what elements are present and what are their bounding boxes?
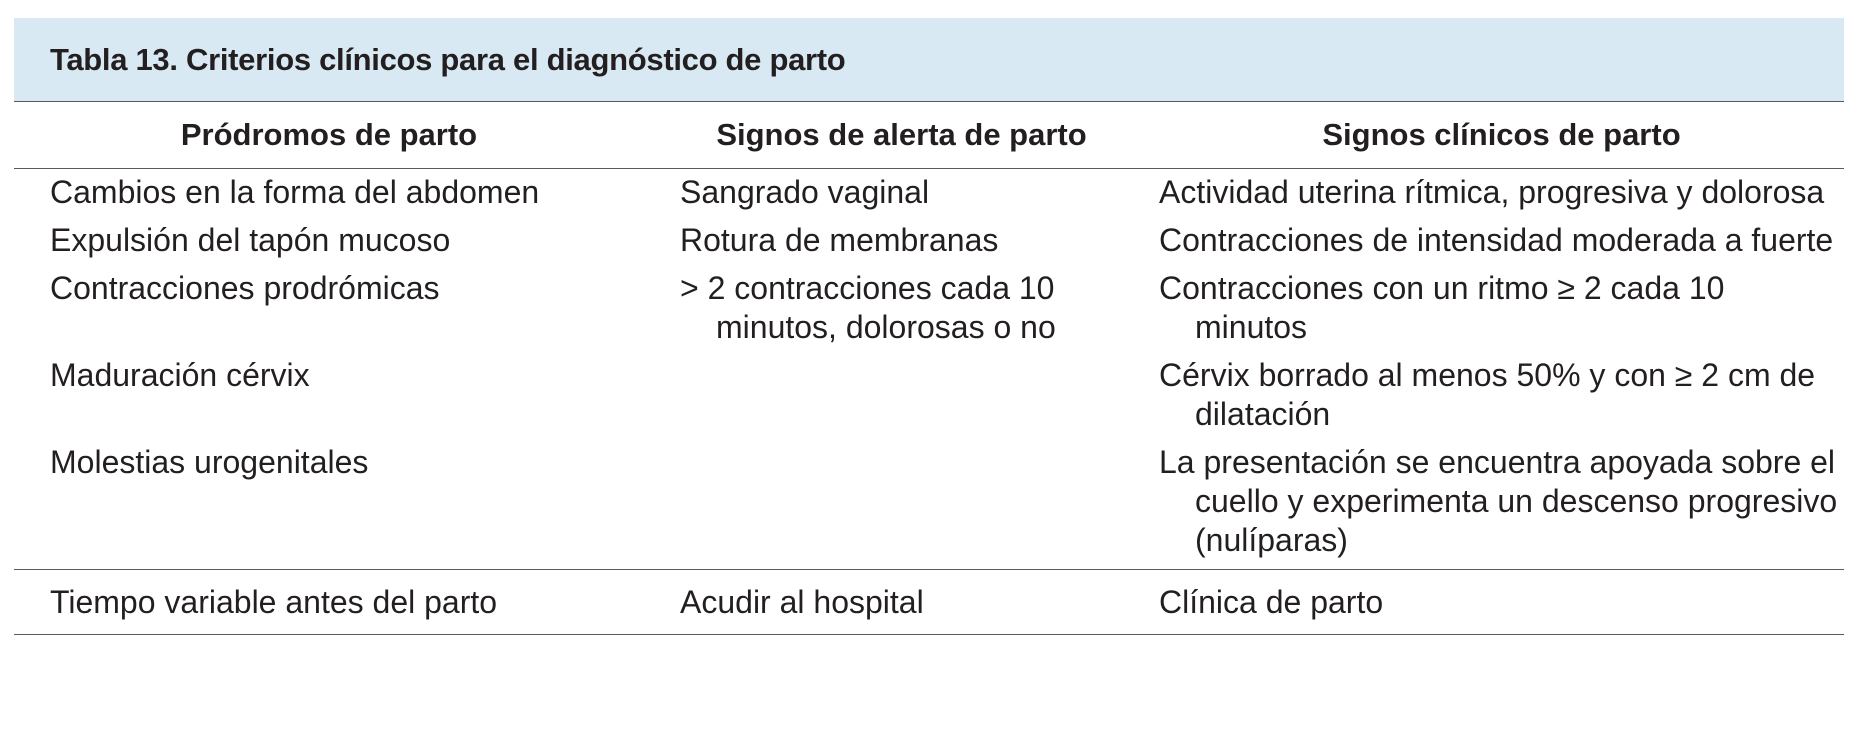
footer-cell: Acudir al hospital xyxy=(680,583,924,620)
table-header-row xyxy=(14,102,1844,168)
table-cell: Molestias urogenitales xyxy=(50,444,369,480)
column-header-prodromos: Pródromos de parto xyxy=(180,117,478,152)
column-header-signos-alerta: Signos de alerta de parto xyxy=(716,117,1087,152)
table-cell: Rotura de membranas xyxy=(680,222,999,258)
table-cell: Sangrado vaginal xyxy=(680,174,930,210)
table-row xyxy=(14,356,1844,434)
table-cell: Contracciones con un ritmo ≥ 2 cada 10 minutos xyxy=(1159,270,1725,345)
table-row xyxy=(14,443,1844,560)
table-cell: > 2 contracciones cada 10 minutos, dolorosas o no xyxy=(680,270,1056,345)
table-cell: Contracciones de intensidad moderada a fuerte xyxy=(1159,222,1834,258)
table-row xyxy=(14,269,1844,347)
table-cell: Cérvix borrado al menos 50% y con ≥ 2 cm de dilatación xyxy=(1159,357,1816,432)
table-title-bar xyxy=(14,18,1844,101)
table-footer-row xyxy=(14,570,1844,634)
table-row xyxy=(14,173,1844,212)
table-cell: La presentación se encuentra apoyada sobre el cuello y experimenta un descenso progresivo (nulíparas) xyxy=(1159,444,1838,558)
table-cell: Contracciones prodrómicas xyxy=(50,270,440,306)
bottom-divider xyxy=(14,634,1844,635)
table-cell: Expulsión del tapón mucoso xyxy=(50,222,451,258)
table-title: Tabla 13. Criterios clínicos para el diagnóstico de parto xyxy=(50,41,846,77)
table-body xyxy=(14,169,1844,560)
footer-cell: Clínica de parto xyxy=(1159,583,1384,620)
table-cell: Maduración cérvix xyxy=(50,357,310,393)
footer-cell: Tiempo variable antes del parto xyxy=(50,583,498,620)
column-header-signos-clinicos: Signos clínicos de parto xyxy=(1322,117,1681,152)
table-cell: Cambios en la forma del abdomen xyxy=(50,174,540,210)
table-row xyxy=(14,221,1844,260)
clinical-criteria-table xyxy=(14,18,1844,635)
table-cell: Actividad uterina rítmica, progresiva y dolorosa xyxy=(1159,174,1825,210)
